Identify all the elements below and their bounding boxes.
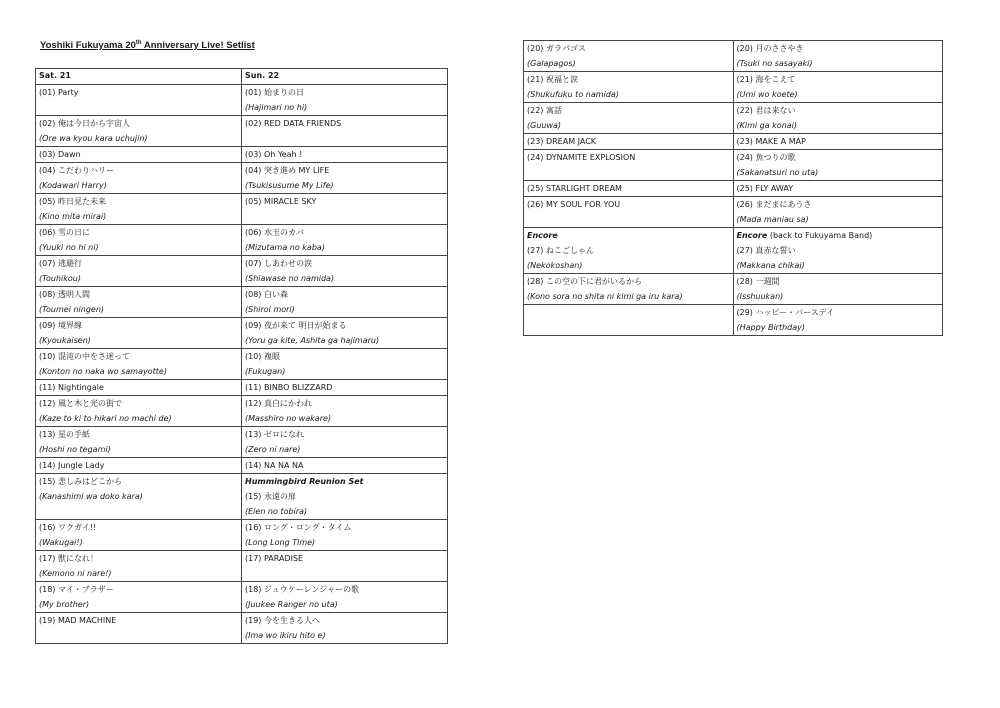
song-romaji: (Happy Birthday) [736, 323, 806, 332]
song-title: (02) RED DATA FRIENDS [245, 119, 342, 128]
table-row [524, 41, 943, 72]
song-cell-day2 [242, 256, 448, 287]
song-cell-day1 [524, 274, 734, 305]
song-title: (12) 風と木と光の街で [39, 399, 122, 408]
song-cell-day1 [36, 349, 242, 380]
song-cell-day2 [733, 181, 943, 197]
song-cell-day1 [36, 116, 242, 147]
song-cell-day1 [36, 380, 242, 396]
table-row [524, 305, 943, 336]
song-cell-day2 [242, 85, 448, 116]
song-cell-day2 [242, 349, 448, 380]
song-romaji: (Masshiro no wakare) [245, 414, 332, 423]
song-cell-day2 [242, 194, 448, 225]
song-title: (24) DYNAMITE EXPLOSION [527, 153, 636, 162]
song-cell-day1 [36, 551, 242, 582]
song-romaji: (Hoshi no tegami) [39, 445, 111, 454]
song-romaji: (Kemono ni nare!) [39, 569, 112, 578]
song-romaji: (Long Long Time) [245, 538, 316, 547]
song-title: (06) 水玉のカバ [245, 228, 304, 237]
song-title: (16) ロング・ロング・タイム [245, 523, 352, 532]
song-cell-day2 [242, 582, 448, 613]
table-header-row [36, 69, 448, 85]
song-title: (23) MAKE A MAP [736, 137, 806, 146]
song-cell-day1 [36, 396, 242, 427]
song-title: (25) STARLIGHT DREAM [527, 184, 622, 193]
song-romaji: (Yuuki no hi ni) [39, 243, 99, 252]
song-romaji: (Tsuki no sasayaki) [736, 59, 813, 68]
song-cell-day1 [524, 228, 734, 274]
song-romaji: (Mizutama no kaba) [245, 243, 325, 252]
song-romaji: (Kono sora no shita ni kimi ga iru kara) [527, 292, 683, 301]
table-row [36, 551, 448, 582]
song-romaji: (Kaze to ki to hikari no machi de) [39, 414, 172, 423]
song-title: (07) しあわせの涙 [245, 259, 312, 268]
song-title: (14) NA NA NA [245, 461, 304, 470]
table-row [36, 318, 448, 349]
song-romaji: (Makkana chikai) [736, 261, 805, 270]
song-cell-day2 [733, 274, 943, 305]
song-title: (04) こだわりハリー [39, 166, 114, 175]
song-title: (07) 逃避行 [39, 259, 82, 268]
song-title: (09) 夜が来て 明日が始まる [245, 321, 347, 330]
song-title: (27) ねこごしゃん [527, 246, 594, 255]
table-row [36, 458, 448, 474]
table-row [36, 380, 448, 396]
column-header-sun: Sun. 22 [242, 69, 448, 85]
table-row [36, 194, 448, 225]
song-cell-day1 [36, 85, 242, 116]
section-label [737, 228, 940, 243]
song-romaji: (Kodawari Harry) [39, 181, 107, 190]
song-romaji: (Sakanatsuri no uta) [736, 168, 819, 177]
song-cell-day2 [242, 116, 448, 147]
song-cell-day1 [36, 582, 242, 613]
song-cell-day1 [36, 318, 242, 349]
song-title: (08) 透明人間 [39, 290, 90, 299]
song-title: (28) この空の下に君がいるから [527, 277, 642, 286]
song-cell-day1 [524, 72, 734, 103]
table-row [36, 116, 448, 147]
song-title: (03) Dawn [39, 150, 81, 159]
song-romaji: (Galapagos) [527, 59, 576, 68]
song-title: (17) 獣になれ！ [39, 554, 98, 563]
table-row [36, 85, 448, 116]
table-row [524, 274, 943, 305]
title-rest: Anniversary Live! Setlist [141, 40, 255, 51]
table-row [36, 520, 448, 551]
song-title: (02) 俺は今日から宇宙人 [39, 119, 130, 128]
song-cell-day2 [242, 396, 448, 427]
song-cell-day2 [242, 458, 448, 474]
song-title: (17) PARADISE [245, 554, 304, 563]
song-romaji: (Shiroi mori) [245, 305, 295, 314]
song-cell-day1 [36, 474, 242, 520]
song-title: (09) 境界線 [39, 321, 82, 330]
table-row [524, 181, 943, 197]
song-title: (03) Oh Yeah ! [245, 150, 303, 159]
song-title: (10) 複眼 [245, 352, 280, 361]
song-cell-day2 [733, 197, 943, 228]
song-cell-day1 [36, 194, 242, 225]
song-romaji: (Shukufuku to namida) [527, 90, 619, 99]
song-title: (15) 永遠の扉 [245, 492, 296, 501]
song-cell-day1 [36, 147, 242, 163]
song-cell-day2 [242, 427, 448, 458]
song-title: (01) Party [39, 88, 79, 97]
song-romaji: (Kimi ga konai) [736, 121, 798, 130]
song-title: (23) DREAM JACK [527, 137, 597, 146]
table-row [36, 613, 448, 644]
song-title: (11) Nightingale [39, 383, 104, 392]
table-row [36, 349, 448, 380]
song-romaji: (Yoru ga kite, Ashita ga hajimaru) [245, 336, 380, 345]
song-romaji: (Mada maniau sa) [736, 215, 809, 224]
song-cell-day1 [524, 197, 734, 228]
song-cell-day1 [36, 287, 242, 318]
setlist-body-right [524, 41, 943, 336]
song-title: (14) Jungle Lady [39, 461, 105, 470]
song-romaji: (Hajimari no hi) [245, 103, 308, 112]
song-title: (21) 祝福と涙 [527, 75, 578, 84]
song-romaji: (Ore wa kyou kara uchujin) [39, 134, 148, 143]
table-row [36, 582, 448, 613]
table-row [36, 147, 448, 163]
song-title: (08) 白い森 [245, 290, 288, 299]
section-note: (back to Fukuyama Band) [767, 231, 873, 240]
song-cell-day2 [242, 613, 448, 644]
song-title: (20) 月のささやき [736, 44, 804, 53]
song-romaji: (Zero ni nare) [245, 445, 301, 454]
song-title: (18) マイ・ブラザー [39, 585, 114, 594]
column-header-sat: Sat. 21 [36, 69, 242, 85]
song-title: (29) ハッピー・バースデイ [736, 308, 835, 317]
song-title: (20) ガラパゴス [527, 44, 586, 53]
empty-cell [527, 305, 730, 320]
song-title: (05) 昨日見た未来 [39, 197, 106, 206]
song-cell-day1 [36, 163, 242, 194]
song-title: (12) 真白にかわれ [245, 399, 312, 408]
song-romaji: (Shiawase no namida) [245, 274, 335, 283]
song-cell-day2 [242, 147, 448, 163]
song-romaji: (Tsukisusume My Life) [245, 181, 334, 190]
song-romaji: (Touhikou) [39, 274, 81, 283]
song-cell-day1 [36, 520, 242, 551]
song-cell-day2 [242, 225, 448, 256]
song-romaji: (Guuwa) [527, 121, 562, 130]
table-row [524, 103, 943, 134]
song-title: (18) ジュウケーレンジャーの歌 [245, 585, 360, 594]
song-romaji: (Juukee Ranger no uta) [245, 600, 338, 609]
song-cell-day1 [524, 41, 734, 72]
song-romaji: (Ima wo ikiru hito e) [245, 631, 326, 640]
song-romaji: (Eien no tobira) [245, 507, 308, 516]
song-cell-day2 [733, 150, 943, 181]
song-cell-day1 [524, 305, 734, 336]
song-cell-day1 [524, 103, 734, 134]
song-cell-day1 [524, 150, 734, 181]
song-romaji: (Fukugan) [245, 367, 286, 376]
song-romaji: (Isshuukan) [736, 292, 784, 301]
song-title: (13) 星の手紙 [39, 430, 90, 439]
song-cell-day1 [36, 613, 242, 644]
song-cell-day2 [242, 380, 448, 396]
song-cell-day2 [733, 41, 943, 72]
song-romaji: (Umi wo koete) [736, 90, 798, 99]
song-title: (22) 君は来ない [736, 106, 796, 115]
song-romaji: (My brother) [39, 600, 90, 609]
song-cell-day1 [524, 134, 734, 150]
section-title: Encore [736, 231, 768, 240]
table-row [36, 287, 448, 318]
section-label: Encore [527, 231, 558, 240]
table-row [36, 225, 448, 256]
document-title [40, 40, 255, 51]
song-romaji: (Kino mita mirai) [39, 212, 107, 221]
song-title: (01) 始まりの日 [245, 88, 304, 97]
song-title: (05) MIRACLE SKY [245, 197, 317, 206]
song-cell-day2 [242, 520, 448, 551]
song-cell-day1 [36, 225, 242, 256]
setlist-table-left [35, 68, 448, 644]
song-title: (15) 悲しみはどこから [39, 477, 122, 486]
section-label: Hummingbird Reunion Set [245, 477, 364, 486]
song-romaji: (Toumei ningen) [39, 305, 105, 314]
song-title: (27) 真赤な誓い [736, 246, 796, 255]
song-cell-day2 [733, 134, 943, 150]
song-cell-day2 [733, 305, 943, 336]
song-romaji: (Konton no naka wo samayotte) [39, 367, 167, 376]
song-cell-day2 [733, 228, 943, 274]
song-romaji: (Nekokoshan) [527, 261, 583, 270]
song-title: (10) 混沌の中をさ迷って [39, 352, 130, 361]
song-title: (24) 魚つりの歌 [736, 153, 796, 162]
table-row [524, 197, 943, 228]
table-row [36, 474, 448, 520]
song-title: (25) FLY AWAY [736, 184, 794, 193]
song-cell-day1 [36, 256, 242, 287]
table-row [524, 134, 943, 150]
song-title: (06) 雪の日に [39, 228, 90, 237]
song-title: (22) 寓話 [527, 106, 562, 115]
song-cell-day2 [733, 103, 943, 134]
song-romaji: (Wakugai!) [39, 538, 83, 547]
table-row [524, 228, 943, 274]
song-title: (26) MY SOUL FOR YOU [527, 200, 621, 209]
table-row [36, 163, 448, 194]
song-title: (19) 今を生きる人へ [245, 616, 320, 625]
song-cell-day2 [242, 287, 448, 318]
song-title: (21) 海をこえて [736, 75, 796, 84]
table-row [36, 427, 448, 458]
song-title: (19) MAD MACHINE [39, 616, 117, 625]
song-title: (26) まだまにあうさ [736, 200, 812, 209]
song-cell-day2 [242, 318, 448, 349]
setlist-table-right [523, 40, 943, 336]
song-cell-day2 [242, 551, 448, 582]
title-main: Yoshiki Fukuyama 20 [40, 40, 136, 51]
song-cell-day2 [242, 163, 448, 194]
song-cell-day2 [733, 72, 943, 103]
title-superscript: th [135, 39, 142, 46]
song-cell-day1 [36, 458, 242, 474]
song-romaji: (Kanashimi wa doko kara) [39, 492, 143, 501]
setlist-body-left [36, 85, 448, 644]
table-row [524, 150, 943, 181]
song-title: (04) 突き進め MY LIFE [245, 166, 330, 175]
table-row [36, 396, 448, 427]
song-cell-day1 [524, 181, 734, 197]
song-cell-day1 [36, 427, 242, 458]
song-romaji: (Kyoukaisen) [39, 336, 91, 345]
song-title: (13) ゼロになれ [245, 430, 304, 439]
song-cell-day2 [242, 474, 448, 520]
table-row [524, 72, 943, 103]
song-title: (28) 一週間 [736, 277, 780, 286]
song-title: (11) BINBO BLIZZARD [245, 383, 333, 392]
song-title: (16) ワクガイ!! [39, 523, 97, 532]
table-row [36, 256, 448, 287]
